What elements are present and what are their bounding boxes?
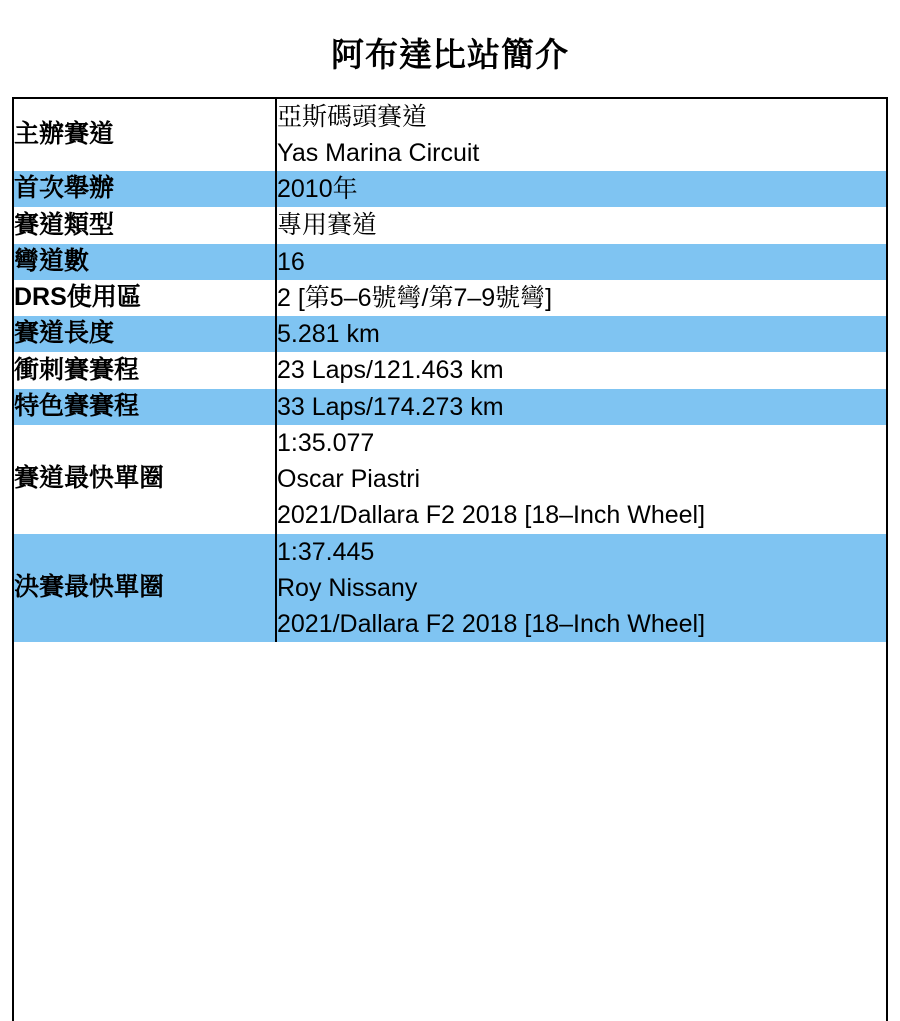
row-label: 特色賽賽程 [14,389,276,425]
table-row [14,534,886,643]
row-value-line: Oscar Piastri [277,465,421,494]
row-value [276,389,886,425]
row-value-line: Roy Nissany [277,573,418,602]
row-label: 賽道類型 [14,207,276,243]
row-label: 賽道最快單圈 [14,425,276,534]
row-value [276,316,886,352]
row-label: 主辦賽道 [14,99,276,172]
row-value [276,99,886,172]
row-value-line: 16 [277,247,305,276]
table-row [14,207,886,243]
row-value-line: 2021/Dallara F2 2018 [18–Inch Wheel] [277,501,706,530]
row-value [276,244,886,280]
row-value-line: 亞斯碼頭賽道 [277,102,428,131]
table-row [14,316,886,352]
row-value-line: 2021/Dallara F2 2018 [18–Inch Wheel] [277,610,706,639]
row-value [276,425,886,534]
row-label: 決賽最快單圈 [14,534,276,643]
row-label: DRS使用區 [14,280,276,316]
row-value-line: 33 Laps/174.273 km [277,392,504,421]
page-title: 阿布達比站簡介 [331,36,569,73]
circuit-info-table-body [14,99,886,643]
row-value [276,352,886,388]
row-value-line: 1:35.077 [277,428,375,457]
row-value [276,280,886,316]
row-label: 衝刺賽賽程 [14,352,276,388]
circuit-info-table [14,99,886,643]
row-label: 賽道長度 [14,316,276,352]
row-value [276,207,886,243]
row-value-line: 5.281 km [277,320,380,349]
table-row [14,99,886,172]
table-row [14,280,886,316]
row-value [276,171,886,207]
row-label: 首次舉辦 [14,171,276,207]
table-row [14,352,886,388]
table-row [14,389,886,425]
row-value-line: 專用賽道 [277,211,378,240]
circuit-info-table-wrapper [12,97,888,1021]
row-value-line: 2010年 [277,175,358,204]
table-row [14,171,886,207]
table-row [14,425,886,534]
row-label: 彎道數 [14,244,276,280]
row-value-line: 23 Laps/121.463 km [277,356,504,385]
row-value-line: Yas Marina Circuit [277,138,480,167]
row-value-line: 2 [第5–6號彎/第7–9號彎] [277,283,553,312]
row-value [276,534,886,643]
row-value-line: 1:37.445 [277,537,375,566]
table-row [14,244,886,280]
